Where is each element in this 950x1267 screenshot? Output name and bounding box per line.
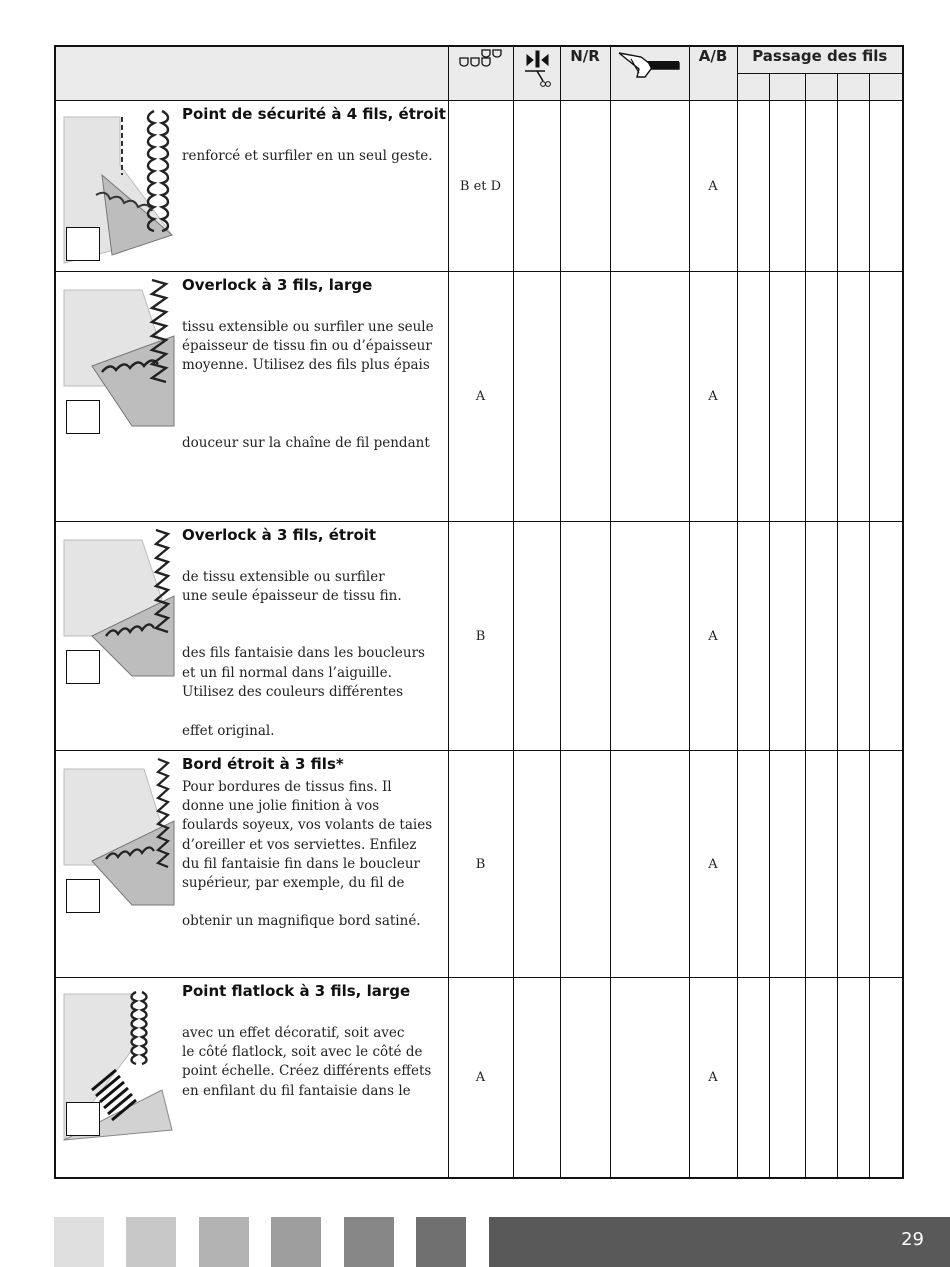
empty-cell [513, 522, 560, 751]
empty-cell [513, 101, 560, 272]
empty-cell [769, 751, 805, 978]
table-row [55, 522, 903, 751]
empty-cell [737, 978, 769, 1178]
passage-sub-3 [805, 74, 837, 101]
stitch-title: Point de sécurité à 4 fils, étroit [182, 105, 446, 123]
empty-cell [869, 978, 903, 1178]
looper-value: A [448, 272, 513, 522]
passage-sub-2 [769, 74, 805, 101]
empty-cell [610, 751, 689, 978]
looper-value: B [448, 751, 513, 978]
loopers-header [448, 46, 513, 101]
passage-header: Passage des fils [737, 46, 903, 74]
empty-cell [805, 272, 837, 522]
empty-cell [513, 751, 560, 978]
empty-cell [513, 978, 560, 1178]
row-description [55, 751, 448, 978]
ab-value: A [689, 978, 737, 1178]
color-swatch [344, 1217, 394, 1267]
selection-box[interactable] [66, 1102, 100, 1136]
looper-value: B et D [448, 101, 513, 272]
selection-box[interactable] [66, 400, 100, 434]
stitch-title: Bord étroit à 3 fils* [182, 755, 344, 773]
color-swatch [126, 1217, 176, 1267]
looper-value: A [448, 978, 513, 1178]
empty-cell [837, 751, 869, 978]
presser-foot-header [610, 46, 689, 101]
stitch-text: de tissu extensible ou surfiler une seule épaisseur de tissu fin. des fils fantaisie dans les boucleurs et un fil normal dans l’aiguille. Utilisez des couleurs différentes effet original. [182, 569, 425, 740]
stitch-title: Point flatlock à 3 fils, large [182, 982, 411, 1000]
empty-cell [560, 978, 610, 1178]
empty-cell [805, 101, 837, 272]
empty-cell [737, 101, 769, 272]
empty-cell [513, 272, 560, 522]
page-number-bar [489, 1217, 950, 1267]
empty-cell [805, 978, 837, 1178]
empty-cell [737, 272, 769, 522]
empty-cell [610, 522, 689, 751]
empty-cell [837, 101, 869, 272]
ab-value: A [689, 272, 737, 522]
table-row [55, 101, 903, 272]
row-description [55, 101, 448, 272]
empty-cell [560, 522, 610, 751]
selection-box[interactable] [66, 879, 100, 913]
stitch-text: tissu extensible ou surfiler une seule épaisseur de tissu fin ou d’épaisseur moyenne. Utilisez des fils plus épais douceur sur la chaîne de fil pendant [182, 319, 434, 451]
selection-box[interactable] [66, 650, 100, 684]
table-row [55, 978, 903, 1178]
passage-sub-1 [737, 74, 769, 101]
color-swatch [54, 1217, 104, 1267]
empty-cell [869, 751, 903, 978]
empty-cell [560, 751, 610, 978]
ab-value: A [689, 522, 737, 751]
empty-cell [769, 522, 805, 751]
ab-value: A [689, 101, 737, 272]
empty-cell [737, 522, 769, 751]
stitch-title: Overlock à 3 fils, étroit [182, 526, 377, 544]
stitch-text: avec un effet décoratif, soit avec le côté flatlock, soit avec le côté de point échelle. Créez différents effets en enfilant du fil fantaisie dans le [182, 1025, 432, 1099]
stitch-text: renforcé et surfiler en un seul geste. [182, 148, 433, 164]
ab-header: A/B [689, 46, 737, 101]
empty-cell [560, 101, 610, 272]
empty-cell [769, 978, 805, 1178]
loopers-icon [457, 47, 505, 69]
empty-cell [560, 272, 610, 522]
empty-cell [737, 751, 769, 978]
empty-cell [610, 272, 689, 522]
header-blank [55, 46, 448, 101]
empty-cell [610, 101, 689, 272]
empty-cell [869, 522, 903, 751]
empty-cell [769, 272, 805, 522]
color-swatch [416, 1217, 466, 1267]
passage-sub-4 [837, 74, 869, 101]
table-row [55, 272, 903, 522]
ab-value: A [689, 751, 737, 978]
stitch-text: Pour bordures de tissus fins. Il donne une jolie finition à vos foulards soyeux, vos volants de taies d’oreiller et vos serviettes. Enfilez du fil fantaisie fin dans le boucleur supérieur, par exemple, du fil de obtenir un magnifique bord satiné. [182, 779, 433, 930]
selection-box[interactable] [66, 227, 100, 261]
row-description [55, 272, 448, 522]
empty-cell [869, 272, 903, 522]
needle-knife-icon [521, 47, 553, 91]
stitch-table [54, 45, 904, 1179]
empty-cell [869, 101, 903, 272]
needle-knife-header [513, 46, 560, 101]
empty-cell [837, 272, 869, 522]
nr-header: N/R [560, 46, 610, 101]
empty-cell [805, 751, 837, 978]
empty-cell [769, 101, 805, 272]
empty-cell [805, 522, 837, 751]
row-description [55, 978, 448, 1178]
empty-cell [837, 522, 869, 751]
table-row [55, 751, 903, 978]
color-swatch [199, 1217, 249, 1267]
empty-cell [610, 978, 689, 1178]
stitch-title: Overlock à 3 fils, large [182, 276, 373, 294]
page-footer [0, 1217, 950, 1267]
color-swatch [271, 1217, 321, 1267]
looper-value: B [448, 522, 513, 751]
row-description [55, 522, 448, 751]
passage-sub-5 [869, 74, 903, 101]
page-number: 29 [901, 1229, 924, 1250]
empty-cell [837, 978, 869, 1178]
presser-foot-icon [617, 47, 683, 81]
stitch-table-page [54, 45, 902, 1179]
